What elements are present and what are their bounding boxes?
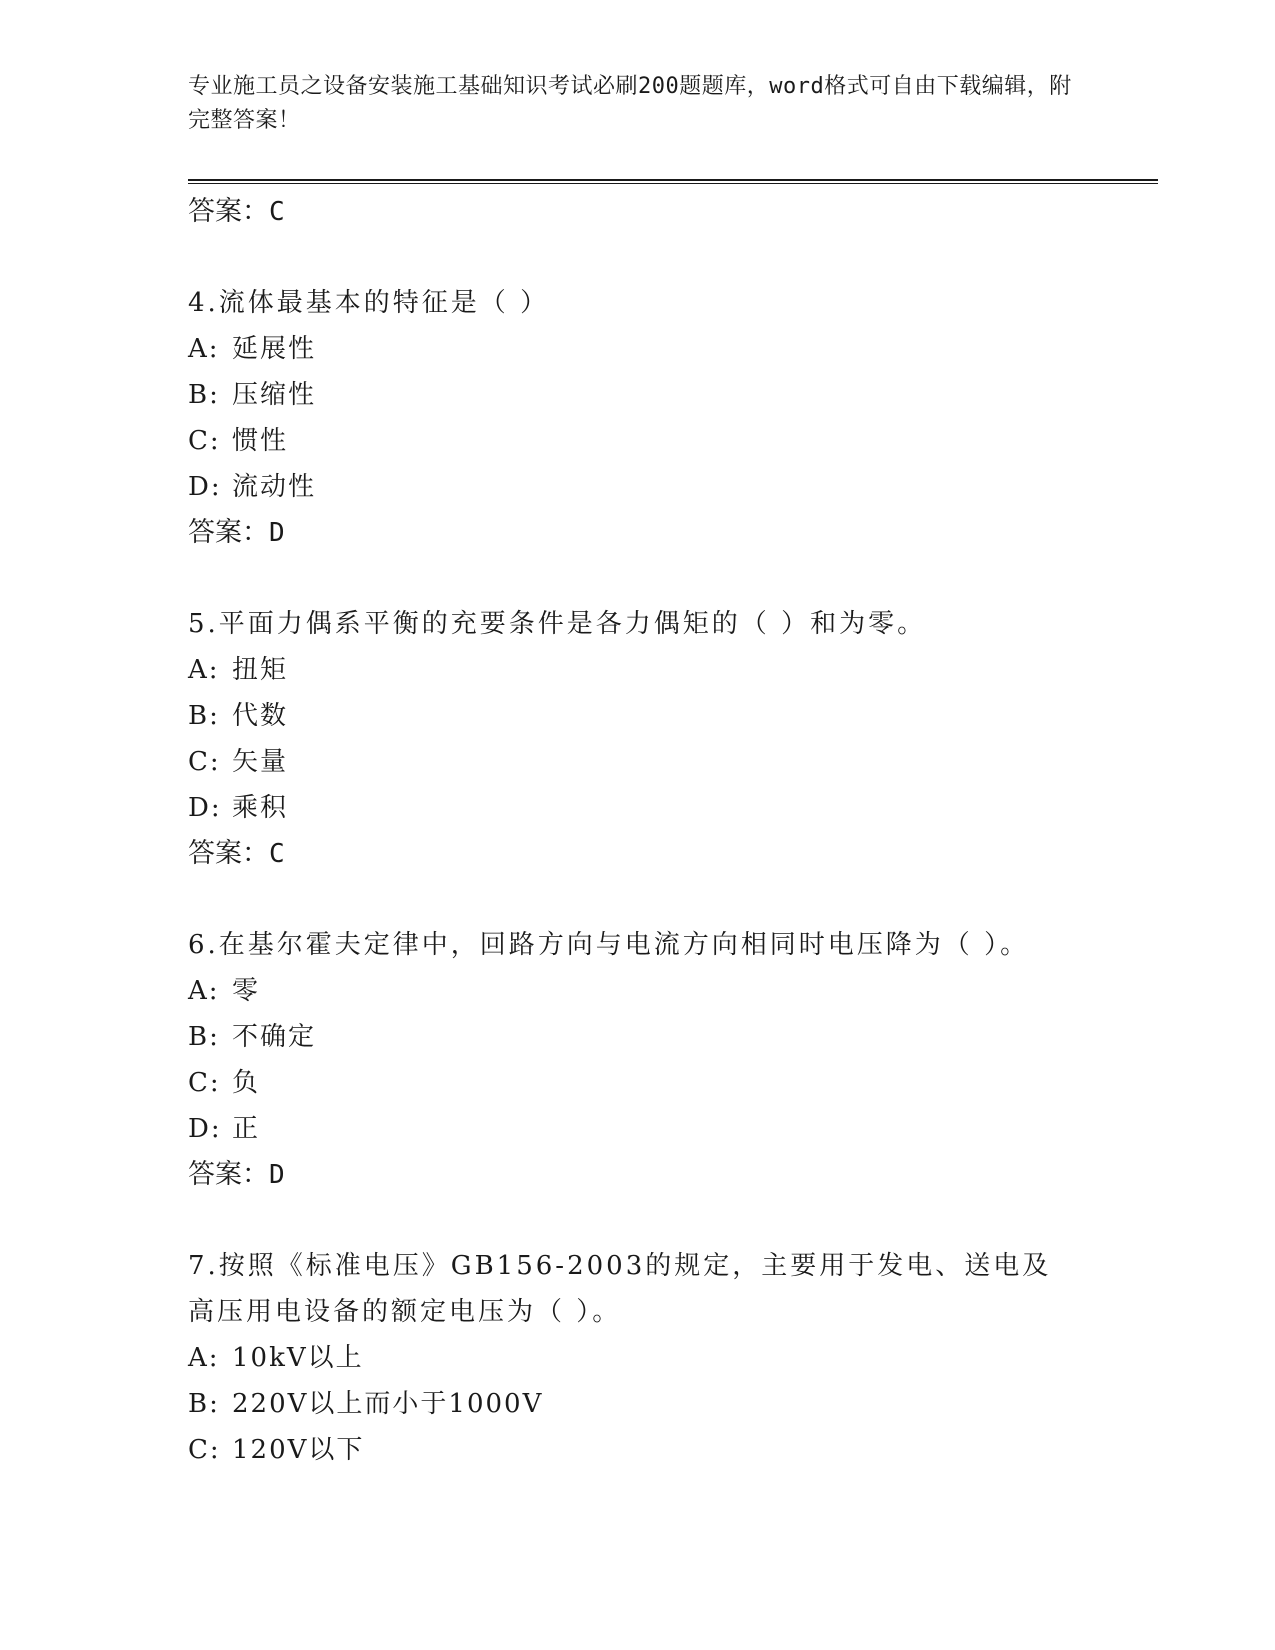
header-divider bbox=[188, 179, 1158, 184]
option-text: 扭矩 bbox=[232, 655, 289, 685]
option-letter: C: bbox=[188, 1068, 221, 1098]
option-text: 乘积 bbox=[232, 793, 289, 823]
question-stem: 5.平面力偶系平衡的充要条件是各力偶矩的（ ）和为零。 bbox=[188, 609, 927, 639]
option-letter: D: bbox=[188, 1114, 222, 1144]
option-b bbox=[188, 1014, 1078, 1060]
option-text: 不确定 bbox=[232, 1022, 317, 1052]
answer-line bbox=[188, 831, 1078, 877]
option-text: 正 bbox=[232, 1114, 261, 1144]
option-letter: A: bbox=[188, 655, 220, 685]
option-letter: C: bbox=[188, 1435, 221, 1465]
option-b bbox=[188, 1381, 1078, 1427]
option-text: 压缩性 bbox=[232, 380, 317, 410]
option-letter: D: bbox=[188, 793, 222, 823]
option-a bbox=[188, 326, 1078, 372]
option-d bbox=[188, 1106, 1078, 1152]
option-b bbox=[188, 693, 1078, 739]
option-c bbox=[188, 418, 1078, 464]
option-letter: D: bbox=[188, 472, 222, 502]
option-b bbox=[188, 372, 1078, 418]
option-d bbox=[188, 785, 1078, 831]
option-letter: C: bbox=[188, 747, 221, 777]
question-stem: 6.在基尔霍夫定律中，回路方向与电流方向相同时电压降为（ ）。 bbox=[188, 930, 1030, 960]
option-a bbox=[188, 1335, 1078, 1381]
answer-value: C bbox=[269, 197, 285, 227]
answer-label: 答案： bbox=[188, 838, 269, 869]
option-c bbox=[188, 1427, 1078, 1473]
option-letter: B: bbox=[188, 1389, 220, 1419]
option-text: 负 bbox=[232, 1068, 261, 1098]
answer-label: 答案： bbox=[188, 517, 269, 548]
document-header: 专业施工员之设备安装施工基础知识考试必刷200题题库，word格式可自由下载编辑，附完整答案！ bbox=[188, 74, 1072, 133]
option-letter: B: bbox=[188, 1022, 220, 1052]
question-item bbox=[188, 1243, 1078, 1473]
option-letter: A: bbox=[188, 334, 220, 364]
question-stem: 4.流体最基本的特征是（ ） bbox=[188, 288, 550, 318]
option-text: 220V以上而小于1000V bbox=[232, 1389, 544, 1419]
option-c bbox=[188, 739, 1078, 785]
option-letter: A: bbox=[188, 1343, 220, 1373]
answer-label: 答案： bbox=[188, 196, 269, 227]
question-item bbox=[188, 601, 1078, 877]
option-a bbox=[188, 647, 1078, 693]
answer-line bbox=[188, 1152, 1078, 1198]
option-letter: B: bbox=[188, 701, 220, 731]
answer-value: C bbox=[269, 839, 285, 869]
document-page bbox=[188, 70, 1158, 1465]
option-text: 流动性 bbox=[232, 472, 317, 502]
option-c bbox=[188, 1060, 1078, 1106]
option-text: 惯性 bbox=[232, 426, 289, 456]
answer-value: D bbox=[269, 1160, 285, 1190]
option-text: 零 bbox=[232, 976, 261, 1006]
answer-line bbox=[188, 510, 1078, 556]
answer-line bbox=[188, 189, 285, 235]
option-text: 延展性 bbox=[232, 334, 317, 364]
question-stem: 7.按照《标准电压》GB156-2003的规定，主要用于发电、送电及高压用电设备的额定电压为（ ）。 bbox=[188, 1251, 1052, 1327]
option-text: 代数 bbox=[232, 701, 289, 731]
option-a bbox=[188, 968, 1078, 1014]
option-text: 矢量 bbox=[232, 747, 289, 777]
option-letter: C: bbox=[188, 426, 221, 456]
question-item bbox=[188, 280, 1078, 556]
answer-label: 答案： bbox=[188, 1159, 269, 1190]
option-letter: B: bbox=[188, 380, 220, 410]
option-text: 120V以下 bbox=[232, 1435, 365, 1465]
option-letter: A: bbox=[188, 976, 220, 1006]
option-d bbox=[188, 464, 1078, 510]
question-item bbox=[188, 922, 1078, 1198]
question-list bbox=[188, 280, 1078, 1473]
answer-value: D bbox=[269, 518, 285, 548]
option-text: 10kV以上 bbox=[232, 1343, 364, 1373]
